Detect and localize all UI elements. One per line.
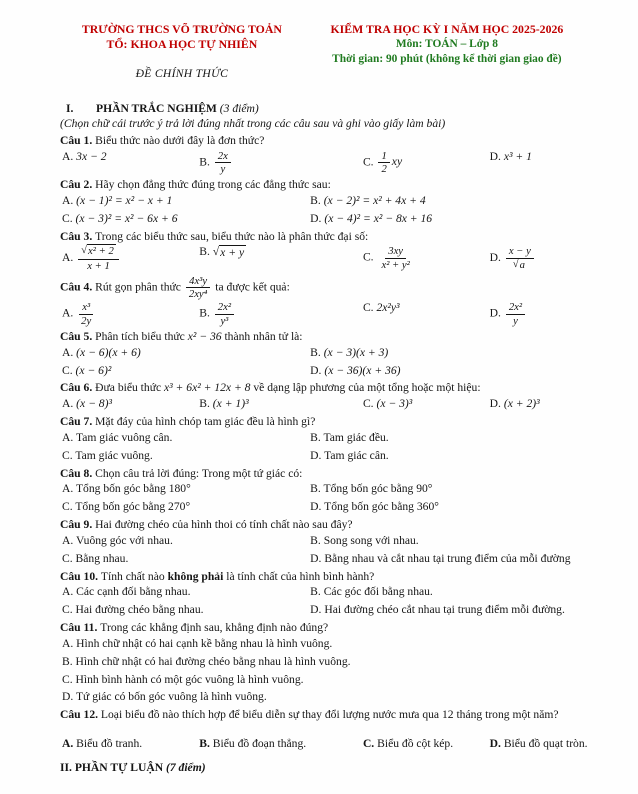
option-label: C. xyxy=(362,736,378,750)
math-expression xyxy=(213,301,236,327)
option-label: B. xyxy=(310,585,324,599)
option-label: C. xyxy=(62,211,76,225)
option-label: B. xyxy=(199,736,213,750)
exam-type-label: ĐỀ CHÍNH THỨC xyxy=(135,67,229,81)
answer-option xyxy=(363,244,490,273)
math-expression: (x + 2)³ xyxy=(503,397,540,411)
math-expression: 2x²y³ xyxy=(376,301,400,315)
answer-option: D. Tứ giác có bốn góc vuông là hình vuông. xyxy=(62,690,267,704)
fraction-denominator xyxy=(510,259,530,272)
option-label: C. xyxy=(62,551,76,565)
fraction-denominator: 2y xyxy=(81,314,92,327)
section-1-title: PHẦN TRẮC NGHIỆM xyxy=(96,102,217,116)
option-label: D. xyxy=(310,211,325,225)
answer-option xyxy=(490,244,590,273)
question-stem: Câu 4. Rút gọn phân thức $\frac{\text{4x³y}}{\text{2xy⁴}}$ ta được kết quả: xyxy=(60,274,290,301)
answer-option xyxy=(62,300,199,328)
answer-option xyxy=(199,244,363,273)
section-1-number: I. xyxy=(66,102,74,116)
fraction xyxy=(215,150,231,176)
answer-option xyxy=(490,396,590,413)
math-expression xyxy=(376,245,414,271)
answer-option xyxy=(490,300,590,328)
math-expression xyxy=(504,245,536,271)
question-number: Câu 12. xyxy=(60,708,101,722)
fraction xyxy=(378,245,412,271)
radicand: a xyxy=(519,258,525,271)
answer-option: A. Biểu đồ tranh. xyxy=(62,736,143,750)
answer-option: C. Tam giác vuông. xyxy=(62,448,153,462)
option-label: D. xyxy=(489,306,504,320)
math-expression: (x − 6)(x + 6) xyxy=(76,345,141,359)
options-row xyxy=(62,345,590,380)
question xyxy=(60,330,590,379)
question-number: Câu 11. xyxy=(60,621,101,635)
question xyxy=(60,621,590,706)
option-label: D. xyxy=(489,149,504,163)
option-label: D. xyxy=(310,603,325,617)
option-label: B. xyxy=(199,397,213,411)
option-label: A. xyxy=(62,585,77,599)
math-expression: $\frac{1}{2}$ xy xyxy=(376,155,402,168)
option-label: B. xyxy=(62,654,76,668)
exam-header xyxy=(60,22,590,82)
option-label: C. xyxy=(362,154,377,168)
school-name: TRƯỜNG THCS VÕ TRƯỜNG TOẢN xyxy=(81,22,282,36)
question xyxy=(60,275,590,328)
question-stem: Câu 3. Trong các biểu thức sau, biểu thức nào là phân thức đại số: xyxy=(60,229,369,243)
option-label: D. xyxy=(489,397,504,411)
option-label: A. xyxy=(62,397,77,411)
answer-option: C. Bằng nhau. xyxy=(62,551,129,565)
question xyxy=(60,518,590,567)
answer-option: A. Tam giác vuông cân. xyxy=(62,430,173,444)
math-expression: (x − 6)² xyxy=(75,363,112,377)
department-name: TỔ: KHOA HỌC TỰ NHIÊN xyxy=(106,37,258,52)
fraction-denominator: y xyxy=(220,162,226,175)
option-label: A. xyxy=(62,345,77,359)
option-label: A. xyxy=(62,636,77,650)
answer-option: C. Tổng bốn góc bằng 270° xyxy=(62,500,191,514)
math-expression: (x − 3)(x + 3) xyxy=(323,345,389,359)
question xyxy=(60,381,590,413)
options-row xyxy=(62,533,590,568)
fraction-numerator: 1 xyxy=(378,150,389,163)
option-label: D. xyxy=(310,448,325,462)
fraction xyxy=(78,245,119,272)
question xyxy=(60,134,590,176)
math-expression: x² − 36 xyxy=(187,329,222,343)
math-expression xyxy=(76,244,121,272)
question xyxy=(60,230,590,273)
fraction-numerator: 2x² xyxy=(506,301,525,314)
fraction xyxy=(78,301,94,327)
fraction-numerator: 2x xyxy=(215,150,231,163)
square-root xyxy=(213,245,246,259)
option-label: B. xyxy=(310,345,324,359)
option-label: C. xyxy=(62,500,76,514)
exam-subject: Môn: TOÁN – Lớp 8 xyxy=(395,38,498,51)
header-right-block xyxy=(304,22,590,66)
option-label: A. xyxy=(62,533,76,547)
option-label: D. xyxy=(489,736,504,750)
header-left-block xyxy=(60,22,304,82)
answer-option xyxy=(62,244,199,273)
math-expression xyxy=(213,245,246,258)
square-root xyxy=(513,258,527,271)
math-expression: (x − 36)(x + 36) xyxy=(324,363,401,377)
answer-option: A. Hình chữ nhật có hai cạnh kề bằng nhau là hình vuông. xyxy=(62,636,333,650)
exam-duration: Thời gian: 90 phút (không kể thời gian giao đề) xyxy=(332,52,562,65)
fraction-denominator: x + 1 xyxy=(87,259,110,272)
answer-option xyxy=(363,149,490,177)
question-number: Câu 8. xyxy=(60,466,96,480)
fraction-numerator: x − y xyxy=(506,245,534,258)
question-stem: Câu 12. Loại biểu đồ nào thích hợp để biểu diễn sự thay đổi lượng nước mưa qua 12 tháng trong một năm? xyxy=(60,708,559,722)
answer-option: D. Biểu đồ quạt tròn. xyxy=(489,736,588,750)
math-expression: (x + 1)³ xyxy=(212,397,249,411)
question-stem: Câu 5. Phân tích biểu thức x² − 36 thành nhân tử là: xyxy=(60,329,303,343)
fraction-denominator: 2 xyxy=(381,162,387,175)
math-expression: (x − 8)³ xyxy=(76,397,112,411)
option-label: A. xyxy=(62,482,76,496)
fraction xyxy=(215,301,234,327)
question-number: Câu 7. xyxy=(60,415,96,429)
math-expression xyxy=(76,301,96,327)
section-1-heading xyxy=(60,102,590,117)
question-number: Câu 4. xyxy=(60,280,96,294)
option-label: C. xyxy=(362,301,377,315)
answer-option: B. Tam giác đều. xyxy=(310,430,389,444)
answer-option: B. Tổng bốn góc bằng 90° xyxy=(310,482,433,496)
answer-option: B. Biểu đồ đoạn thẳng. xyxy=(199,736,307,750)
math-expression: (x − 1)² = x² − x + 1 xyxy=(76,193,173,207)
math-expression: (x − 3)² = x² − 6x + 6 xyxy=(75,211,178,225)
question-number: Câu 3. xyxy=(60,229,96,243)
answer-option xyxy=(199,300,363,328)
question xyxy=(60,708,590,753)
option-label: B. xyxy=(199,306,213,320)
options-row xyxy=(62,149,590,177)
option-label: A. xyxy=(62,251,77,265)
radical-sign: √ xyxy=(81,244,88,257)
answer-option: B. Hình chữ nhật có hai đường chéo bằng nhau là hình vuông. xyxy=(62,654,351,668)
option-label: B. xyxy=(199,154,213,168)
exam-title: KIỂM TRA HỌC KỲ I NĂM HỌC 2025-2026 xyxy=(330,22,564,36)
option-label: D. xyxy=(310,551,325,565)
math-expression: (x − 2)² = x² + 4x + 4 xyxy=(323,193,426,207)
option-label: A. xyxy=(62,306,77,320)
math-expression xyxy=(184,274,213,301)
answer-option: A. Các cạnh đối bằng nhau. xyxy=(62,585,191,599)
fraction xyxy=(506,245,534,272)
question-stem: Câu 6. Đưa biểu thức x³ + 6x² + 12x + 8 về dạng lập phương của một tổng hoặc một hiệu: xyxy=(60,381,481,395)
options-row xyxy=(62,736,590,753)
answer-option: D. Bằng nhau và cắt nhau tại trung điểm của mỗi đường xyxy=(310,551,571,565)
options-row xyxy=(62,584,590,619)
question-stem: Câu 11. Trong các khẳng định sau, khẳng định nào đúng? xyxy=(60,621,329,635)
question xyxy=(60,178,590,227)
question-stem: Câu 8. Chọn câu trả lời đúng: Trong một tứ giác có: xyxy=(60,466,303,480)
fraction xyxy=(378,150,389,176)
math-expression: (x − 4)² = x² − 8x + 16 xyxy=(324,211,433,225)
answer-option: C. Hai đường chéo bằng nhau. xyxy=(62,603,204,617)
question-list xyxy=(60,134,590,753)
fraction-denominator: y³ xyxy=(220,314,229,327)
section-2-heading xyxy=(60,761,590,776)
answer-option xyxy=(310,345,590,362)
answer-option xyxy=(62,211,310,228)
option-label: B. xyxy=(310,430,324,444)
options-row xyxy=(62,244,590,273)
math-expression xyxy=(213,149,233,175)
radicand: x + y xyxy=(220,245,245,259)
section-2-title: II. PHẦN TỰ LUẬN xyxy=(60,760,164,774)
answer-option xyxy=(310,363,590,380)
square-root xyxy=(81,244,116,257)
question xyxy=(60,415,590,464)
math-expression: 3x − 2 xyxy=(76,149,107,163)
answer-option: D. Hai đường chéo cắt nhau tại trung điểm mỗi đường. xyxy=(310,603,565,617)
option-label: D. xyxy=(310,363,325,377)
option-label: A. xyxy=(62,736,77,750)
section-1-instruction: (Chọn chữ cái trước ý trả lời đúng nhất trong các câu sau và ghi vào giấy làm bài) xyxy=(60,116,446,130)
fraction-numerator: 2x² xyxy=(215,301,234,314)
question-number: Câu 2. xyxy=(60,178,96,192)
question-stem: Câu 7. Mặt đáy của hình chóp tam giác đều là hình gì? xyxy=(60,415,316,429)
answer-option xyxy=(62,149,199,177)
answer-option: C. Hình bình hành có một góc vuông là hình vuông. xyxy=(62,672,304,686)
answer-option: D. Tam giác cân. xyxy=(310,448,389,462)
fraction xyxy=(186,275,211,301)
option-label: C. xyxy=(362,250,377,264)
fraction xyxy=(506,301,525,327)
question-stem: Câu 9. Hai đường chéo của hình thoi có tính chất nào sau đây? xyxy=(60,518,353,532)
answer-option xyxy=(363,396,490,413)
answer-option: B. Song song với nhau. xyxy=(310,533,419,547)
options-row xyxy=(62,193,590,228)
option-label: C. xyxy=(62,363,76,377)
answer-option xyxy=(199,396,363,413)
option-label: D. xyxy=(489,251,504,265)
option-label: A. xyxy=(62,149,77,163)
answer-option xyxy=(62,396,199,413)
option-label: B. xyxy=(199,245,213,259)
option-label: B. xyxy=(310,193,324,207)
radical-sign: √ xyxy=(512,257,519,270)
options-row xyxy=(62,636,590,706)
answer-option xyxy=(363,300,490,328)
options-row xyxy=(62,430,590,465)
question-stem: Câu 10. Tính chất nào không phải là tính chất của hình bình hành? xyxy=(60,569,375,583)
fraction-numerator xyxy=(78,245,119,259)
answer-option: D. Tổng bốn góc bằng 360° xyxy=(310,500,439,514)
question xyxy=(60,570,590,619)
fraction-denominator: x² + y² xyxy=(381,258,410,271)
option-label: A. xyxy=(62,430,76,444)
answer-option: B. Các góc đối bằng nhau. xyxy=(310,585,433,599)
option-label: D. xyxy=(62,690,76,704)
radical-sign: √ xyxy=(212,244,220,258)
answer-option xyxy=(62,363,310,380)
math-expression: x³ + 6x² + 12x + 8 xyxy=(164,381,251,395)
option-label: C. xyxy=(62,448,76,462)
answer-option xyxy=(62,193,310,210)
fraction-numerator: x³ xyxy=(79,301,93,314)
question-number: Câu 1. xyxy=(60,133,96,147)
answer-option xyxy=(310,211,590,228)
option-label: B. xyxy=(310,482,324,496)
options-row xyxy=(62,300,590,328)
bold-text: không phải xyxy=(167,569,224,583)
options-row xyxy=(62,396,590,413)
fraction-denominator: y xyxy=(513,314,518,327)
option-label: C. xyxy=(362,397,377,411)
section-2-points: (7 điểm) xyxy=(165,760,206,774)
question-number: Câu 9. xyxy=(60,518,96,532)
question-number: Câu 5. xyxy=(60,329,96,343)
options-row xyxy=(62,481,590,516)
option-label: C. xyxy=(62,603,76,617)
math-expression: (x − 3)³ xyxy=(376,397,413,411)
answer-option: A. Tổng bốn góc bằng 180° xyxy=(62,482,191,496)
question xyxy=(60,467,590,516)
question-number: Câu 6. xyxy=(60,381,96,395)
section-1-points: (3 điểm) xyxy=(219,102,259,116)
option-label: B. xyxy=(310,533,324,547)
fraction-denominator: 2xy⁴ xyxy=(188,288,208,301)
option-label: D. xyxy=(310,500,325,514)
question-stem: Câu 2. Hãy chọn đẳng thức đúng trong các đẳng thức sau: xyxy=(60,178,331,192)
answer-option xyxy=(310,193,590,210)
question-number: Câu 10. xyxy=(60,569,101,583)
answer-option: C. Biểu đồ cột kép. xyxy=(362,736,454,750)
fraction-numerator: 3xy xyxy=(385,245,406,258)
question-stem: Câu 1. Biểu thức nào dưới đây là đơn thức? xyxy=(60,133,265,147)
answer-option xyxy=(199,149,363,177)
math-expression: x³ + 1 xyxy=(503,149,532,163)
option-label: A. xyxy=(62,193,77,207)
math-expression xyxy=(504,301,527,327)
radicand: x² + 2 xyxy=(88,245,114,258)
answer-option xyxy=(490,149,590,177)
option-label: C. xyxy=(62,672,76,686)
fraction-numerator: 4x³y xyxy=(186,275,210,288)
answer-option xyxy=(62,345,310,362)
answer-option: A. Vuông góc với nhau. xyxy=(62,533,173,547)
